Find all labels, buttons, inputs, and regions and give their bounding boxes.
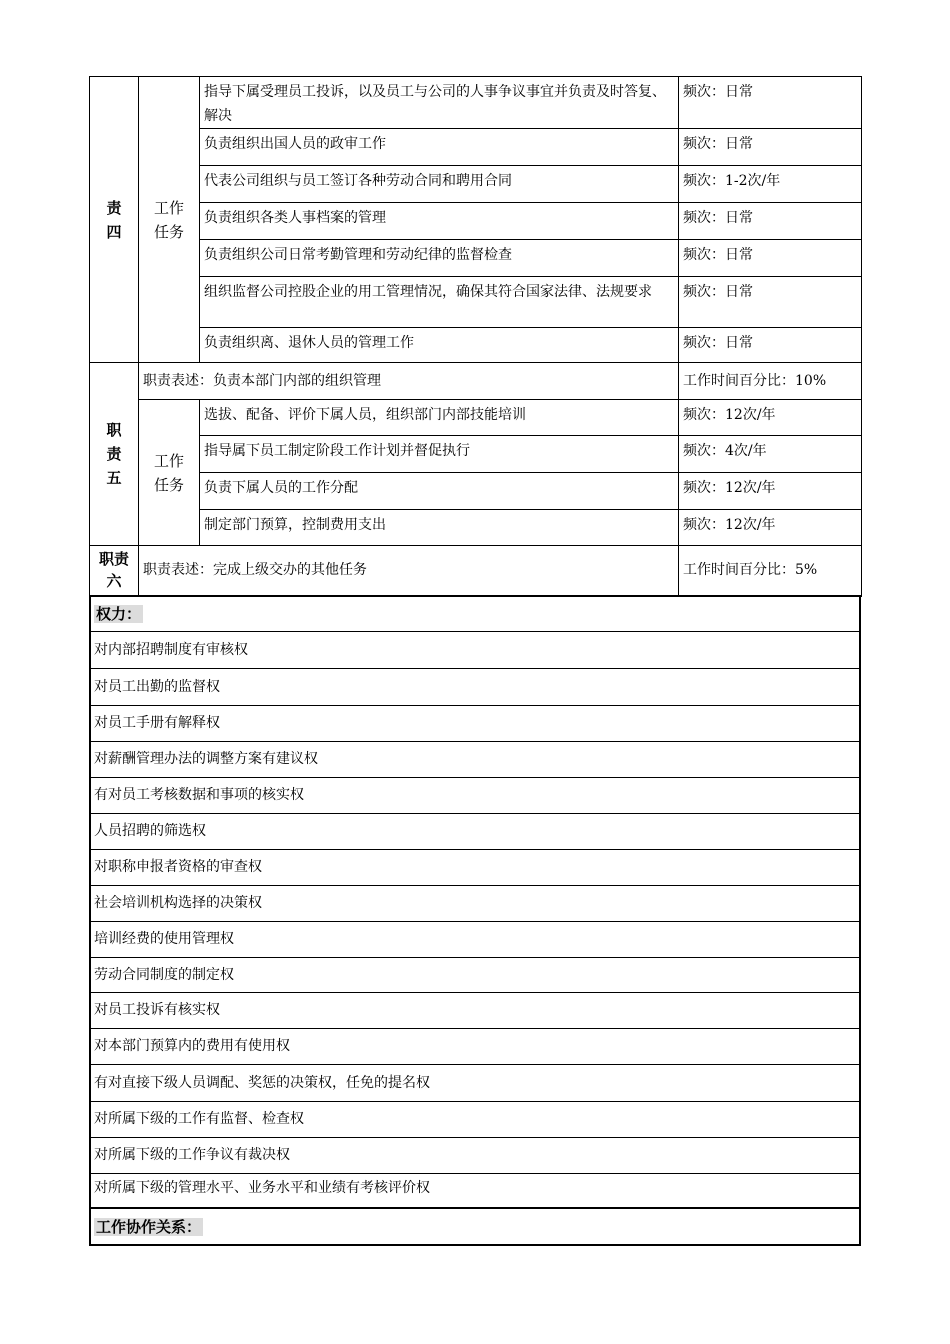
duty5-label: [90, 363, 139, 546]
powers-table: [89, 596, 861, 1247]
task-text: 指导属下员工制定阶段工作计划并督促执行: [200, 436, 679, 473]
duty5-tasks-label: [139, 400, 200, 546]
duty5-task-row: [90, 473, 862, 510]
task-text: 负责组织各类人事档案的管理: [200, 203, 679, 240]
task-frequency: 频次：1-2次/年: [679, 166, 862, 203]
collaboration-header: 工作协作关系：: [96, 1217, 202, 1236]
task-frequency: 频次：12次/年: [679, 400, 862, 436]
power-item: [90, 631, 860, 668]
power-text: 对所属下级的工作有监督、检查权: [90, 1101, 860, 1137]
power-text: 对职称申报者资格的审查权: [90, 849, 860, 885]
power-text: 对所属下级的管理水平、业务水平和业绩有考核评价权: [90, 1173, 860, 1208]
task-text: 负责组织公司日常考勤管理和劳动纪律的监督检查: [200, 240, 679, 277]
duty5-description-row: [90, 363, 862, 400]
task-text: 代表公司组织与员工签订各种劳动合同和聘用合同: [200, 166, 679, 203]
collaboration-header-row: [90, 1208, 860, 1245]
duty6-label-line: 六: [106, 572, 122, 591]
tasks-label-line: 工作: [153, 451, 184, 470]
power-text: 对内部招聘制度有审核权: [90, 631, 860, 668]
task-frequency: 频次：日常: [679, 77, 862, 129]
power-item: [90, 885, 860, 921]
powers-header-row: [90, 596, 860, 631]
task-text: 指导下属受理员工投诉，以及员工与公司的人事争议事宜并负责及时答复、解决: [200, 77, 679, 129]
power-item: [90, 1028, 860, 1064]
duty4-task-row: [90, 328, 862, 363]
duty4-tasks-label: [139, 77, 200, 363]
duty4-label: [90, 77, 139, 363]
duty6-label-line: 职责: [98, 550, 129, 569]
task-frequency: 频次：日常: [679, 277, 862, 328]
power-text: 对薪酬管理办法的调整方案有建议权: [90, 741, 860, 777]
power-text: 对员工手册有解释权: [90, 705, 860, 741]
duty6-row: [90, 546, 862, 596]
duties-table: [89, 76, 862, 597]
duty5-description: 职责表述：负责本部门内部的组织管理: [139, 363, 679, 400]
power-item: [90, 957, 860, 992]
power-text: 对本部门预算内的费用有使用权: [90, 1028, 860, 1064]
power-item: [90, 813, 860, 849]
duty5-task-row: [90, 510, 862, 546]
duty6-time-percentage: 工作时间百分比：5%: [679, 546, 862, 596]
power-text: 培训经费的使用管理权: [90, 921, 860, 957]
task-frequency: 频次：4次/年: [679, 436, 862, 473]
power-item: [90, 1064, 860, 1101]
power-item: [90, 849, 860, 885]
power-item: [90, 1173, 860, 1208]
power-text: 对所属下级的工作争议有裁决权: [90, 1137, 860, 1173]
task-frequency: 频次：12次/年: [679, 510, 862, 546]
duty4-task-row: [90, 129, 862, 166]
task-frequency: 频次：日常: [679, 328, 862, 363]
powers-header: 权力：: [96, 604, 142, 623]
power-item: [90, 668, 860, 705]
duty4-task-row: [90, 240, 862, 277]
duty6-description: 职责表述：完成上级交办的其他任务: [139, 546, 679, 596]
power-text: 有对直接下级人员调配、奖惩的决策权，任免的提名权: [90, 1064, 860, 1101]
task-text: 负责组织离、退休人员的管理工作: [200, 328, 679, 363]
task-text: 制定部门预算，控制费用支出: [200, 510, 679, 546]
power-item: [90, 777, 860, 813]
duty5-time-percentage: 工作时间百分比：10%: [679, 363, 862, 400]
duty5-label-line: 五: [106, 469, 122, 487]
duty4-task-row: [90, 166, 862, 203]
duty4-label-line: 四: [106, 222, 122, 241]
duty4-task-row: [90, 77, 862, 129]
task-text: 负责组织出国人员的政审工作: [200, 129, 679, 166]
duty5-label-line: 责: [106, 445, 122, 463]
task-frequency: 频次：日常: [679, 129, 862, 166]
duty5-task-row: [90, 436, 862, 473]
task-text: 负责下属人员的工作分配: [200, 473, 679, 510]
power-item: [90, 705, 860, 741]
duty4-task-row: [90, 277, 862, 328]
power-item: [90, 741, 860, 777]
power-text: 对员工投诉有核实权: [90, 992, 860, 1028]
duty5-label-line: 职: [106, 421, 122, 439]
task-frequency: 频次：12次/年: [679, 473, 862, 510]
power-item: [90, 1101, 860, 1137]
duty4-label-line: 责: [106, 198, 122, 217]
powers-header-cell: [90, 596, 860, 631]
power-text: 人员招聘的筛选权: [90, 813, 860, 849]
power-item: [90, 992, 860, 1028]
job-description-sheet: [89, 76, 861, 1246]
task-frequency: 频次：日常: [679, 203, 862, 240]
task-text: 选拔、配备、评价下属人员，组织部门内部技能培训: [200, 400, 679, 436]
duty6-label: [90, 546, 139, 596]
power-item: [90, 921, 860, 957]
tasks-label-line: 工作: [153, 198, 184, 217]
collaboration-header-cell: [90, 1208, 860, 1245]
task-frequency: 频次：日常: [679, 240, 862, 277]
power-item: [90, 1137, 860, 1173]
power-text: 有对员工考核数据和事项的核实权: [90, 777, 860, 813]
duty5-task-row: [90, 400, 862, 436]
power-text: 劳动合同制度的制定权: [90, 957, 860, 992]
power-text: 对员工出勤的监督权: [90, 668, 860, 705]
task-text: 组织监督公司控股企业的用工管理情况，确保其符合国家法律、法规要求: [200, 277, 679, 328]
power-text: 社会培训机构选择的决策权: [90, 885, 860, 921]
duty4-task-row: [90, 203, 862, 240]
tasks-label-line: 任务: [153, 222, 184, 241]
tasks-label-line: 任务: [153, 475, 184, 494]
